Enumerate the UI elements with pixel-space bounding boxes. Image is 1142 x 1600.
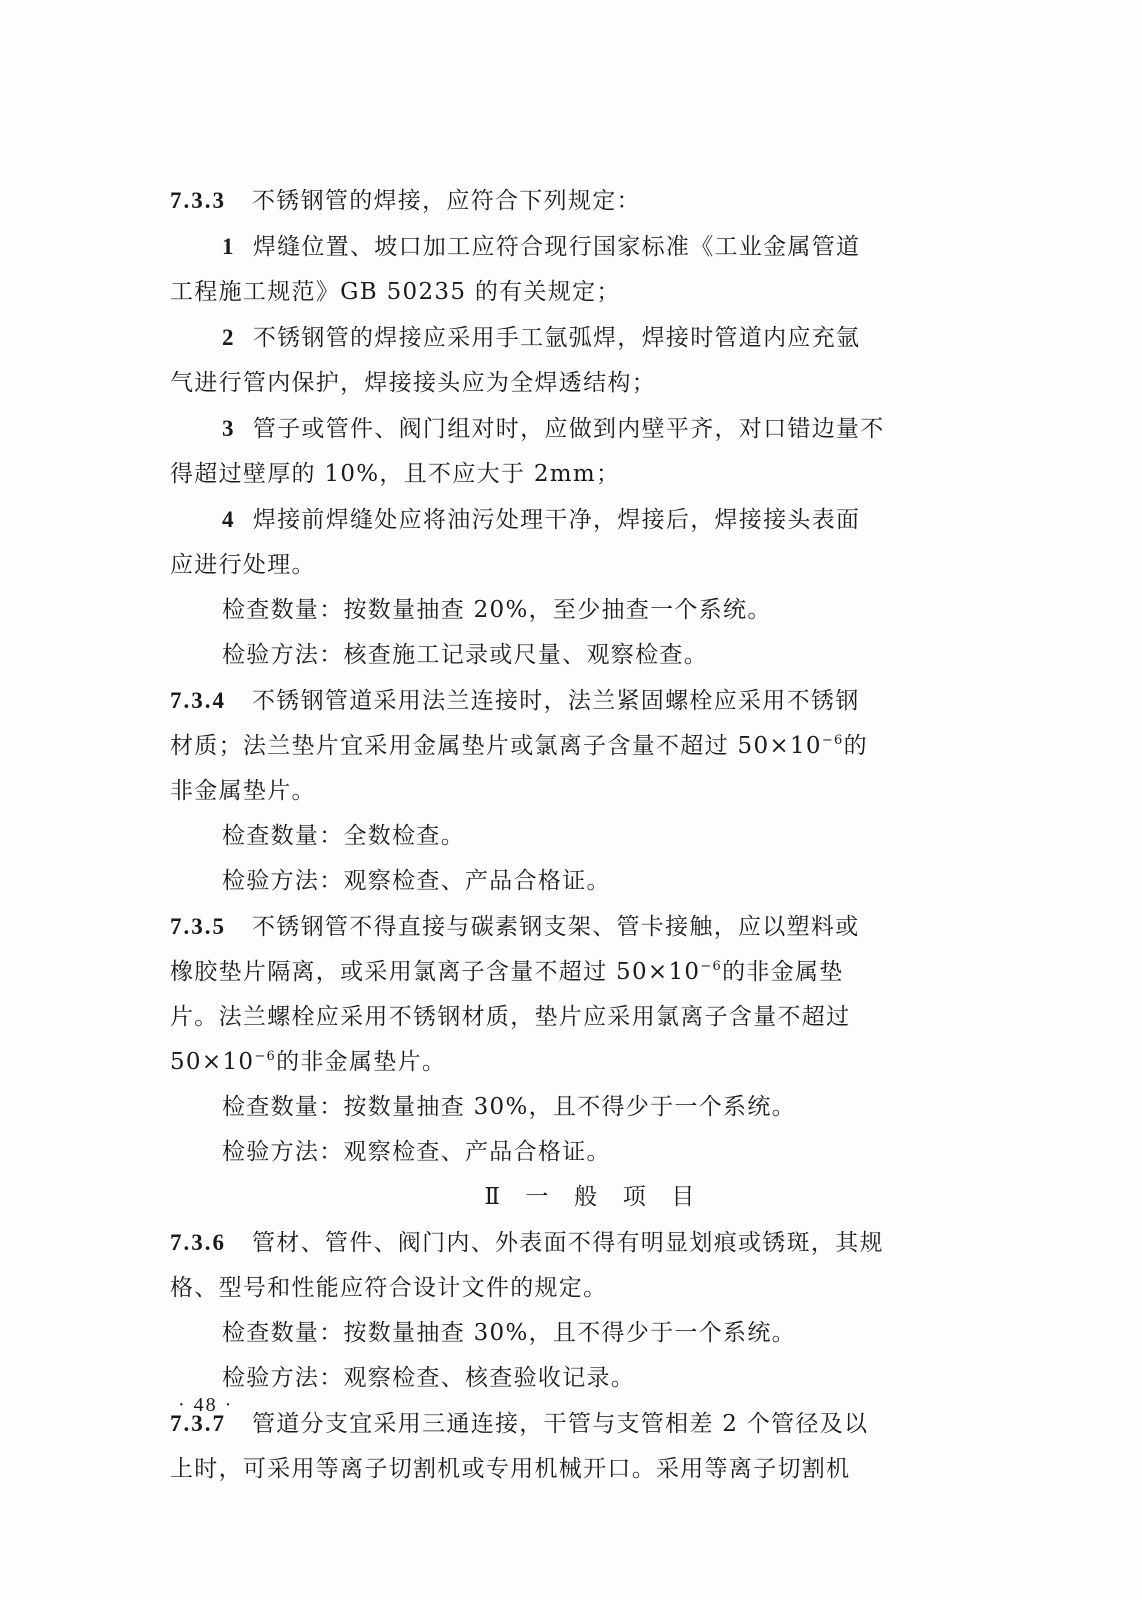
clause-number: 7.3.4 bbox=[170, 688, 226, 713]
item-text: 焊接前焊缝处应将油污处理干净，焊接后，焊接接头表面 bbox=[252, 507, 861, 533]
clause-7-3-3 bbox=[170, 178, 970, 224]
check-method: 检验方法：观察检查、产品合格证。 bbox=[222, 868, 611, 894]
clause-text: 管道分支宜采用三通连接，干管与支管相差 2 个管径及以 bbox=[252, 1411, 869, 1437]
section-heading: Ⅱ 一 般 项 目 bbox=[484, 1184, 696, 1210]
clause-7-3-7 bbox=[170, 1401, 970, 1447]
item-text: 管子或管件、阀门组对时，应做到内壁平齐，对口错边量不 bbox=[252, 416, 885, 442]
item-1-cont: 工程施工规范》GB 50235 的有关规定； bbox=[170, 279, 621, 305]
check-method: 检验方法：核查施工记录或尺量、观察检查。 bbox=[222, 642, 708, 668]
clause-text: 管材、管件、阀门内、外表面不得有明显划痕或锈斑，其规 bbox=[252, 1230, 884, 1256]
item-number: 4 bbox=[222, 507, 235, 532]
check-method: 检验方法：观察检查、核查验收记录。 bbox=[222, 1365, 636, 1391]
item-3-cont: 得超过壁厚的 10%，且不应大于 2mm； bbox=[170, 461, 621, 487]
superscript: −6 bbox=[700, 959, 723, 974]
clause-7-3-7-line2: 上时，可采用等离子切割机或专用机械开口。采用等离子切割机 bbox=[170, 1456, 851, 1482]
page-number: · 48 · bbox=[178, 1394, 234, 1416]
item-2-cont: 气进行管内保护，焊接接头应为全焊透结构； bbox=[170, 370, 656, 396]
check-method: 检验方法：观察检查、产品合格证。 bbox=[222, 1139, 611, 1165]
item-number: 2 bbox=[222, 325, 235, 350]
clause-number: 7.3.3 bbox=[170, 188, 226, 213]
clause-7-3-4-line2 bbox=[170, 724, 970, 769]
clause-number: 7.3.6 bbox=[170, 1230, 226, 1255]
clause-7-3-5-line4 bbox=[170, 1040, 970, 1085]
check-quantity: 检查数量：按数量抽查 30%，且不得少于一个系统。 bbox=[222, 1094, 796, 1120]
item-text: 焊缝位置、坡口加工应符合现行国家标准《工业金属管道 bbox=[252, 234, 861, 260]
item-number: 1 bbox=[222, 234, 235, 259]
clause-7-3-6 bbox=[170, 1220, 970, 1266]
clause-number: 7.3.7 bbox=[170, 1411, 226, 1436]
item-1-line bbox=[170, 224, 970, 270]
clause-number: 7.3.5 bbox=[170, 914, 226, 939]
clause-7-3-6-line2: 格、型号和性能应符合设计文件的规定。 bbox=[170, 1275, 608, 1301]
clause-7-3-4-line3: 非金属垫片。 bbox=[170, 778, 316, 804]
clause-text: 不锈钢管不得直接与碳素钢支架、管卡接触，应以塑料或 bbox=[252, 914, 860, 940]
text-segment: 的非金属垫片。 bbox=[276, 1049, 447, 1075]
check-quantity: 检查数量：按数量抽查 30%，且不得少于一个系统。 bbox=[222, 1320, 796, 1346]
clause-text: 不锈钢管道采用法兰连接时，法兰紧固螺栓应采用不锈钢 bbox=[252, 688, 860, 714]
body-text bbox=[170, 178, 970, 1492]
item-number: 3 bbox=[222, 416, 235, 441]
clause-text: 不锈钢管的焊接，应符合下列规定： bbox=[252, 188, 641, 214]
text-segment: 材质；法兰垫片宜采用金属垫片或氯离子含量不超过 50×10 bbox=[170, 733, 822, 759]
clause-7-3-5 bbox=[170, 904, 970, 950]
text-segment: 的 bbox=[843, 733, 868, 759]
superscript: −6 bbox=[254, 1049, 277, 1064]
item-2-line bbox=[170, 315, 970, 361]
item-4-cont: 应进行处理。 bbox=[170, 552, 316, 578]
check-quantity: 检查数量：按数量抽查 20%，至少抽查一个系统。 bbox=[222, 597, 772, 623]
item-4-line bbox=[170, 497, 970, 543]
item-text: 不锈钢管的焊接应采用手工氩弧焊，焊接时管道内应充氩 bbox=[252, 325, 861, 351]
clause-7-3-4 bbox=[170, 678, 970, 724]
item-3-line bbox=[170, 406, 970, 452]
check-quantity: 检查数量：全数检查。 bbox=[222, 823, 465, 849]
text-segment: 的非金属垫 bbox=[722, 959, 844, 985]
superscript: −6 bbox=[821, 733, 844, 748]
clause-7-3-5-line3: 片。法兰螺栓应采用不锈钢材质，垫片应采用氯离子含量不超过 bbox=[170, 1004, 851, 1030]
text-segment: 50×10 bbox=[170, 1049, 255, 1075]
text-segment: 橡胶垫片隔离，或采用氯离子含量不超过 50×10 bbox=[170, 959, 701, 985]
clause-7-3-5-line2 bbox=[170, 950, 970, 995]
